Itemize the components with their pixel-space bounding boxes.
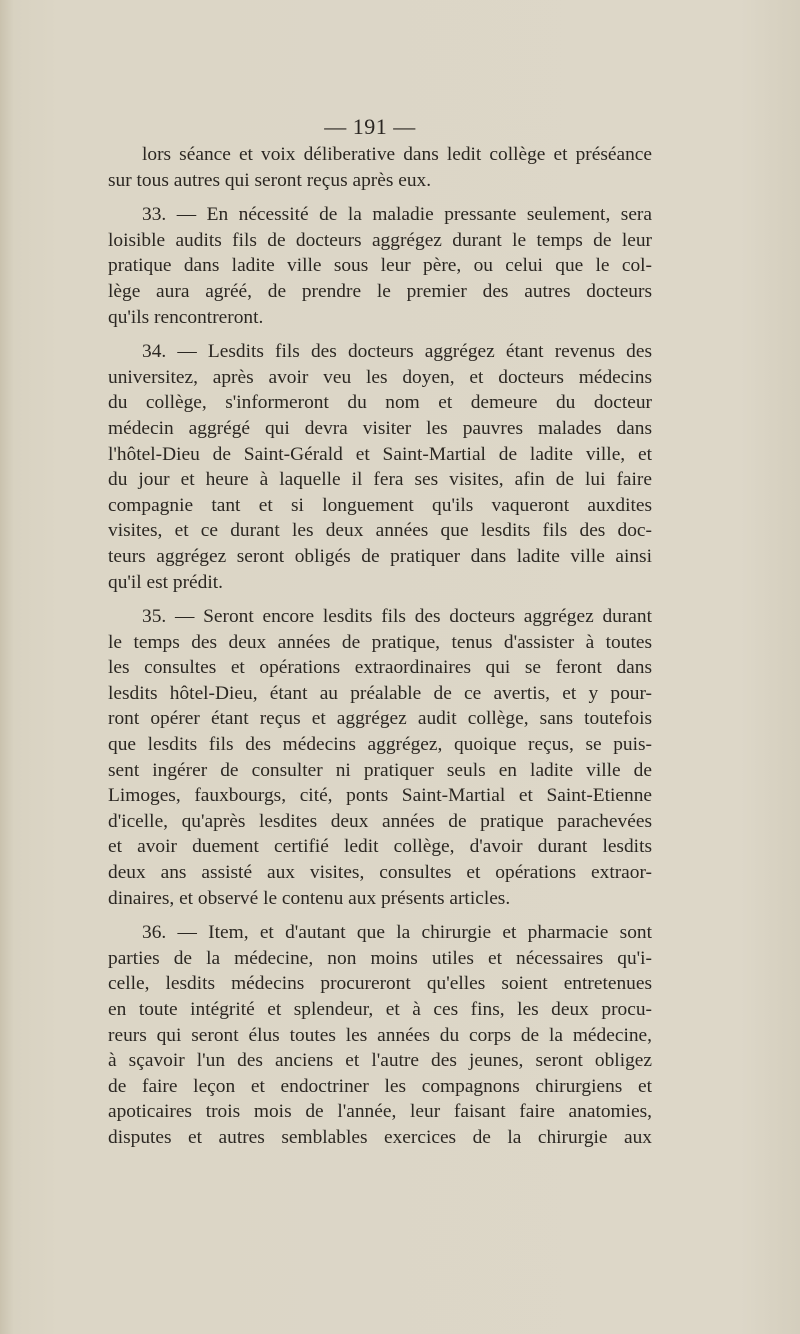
text-line: celle, lesdits médecins procureront qu'elles soient entretenues: [108, 973, 652, 995]
text-line: du collège, s'informeront du nom et demeure du docteur: [108, 392, 652, 414]
text-line: loisible audits fils de docteurs aggrégez durant le temps de leur: [108, 229, 652, 251]
text-line: médecin aggrégé qui devra visiter les pauvres malades dans: [108, 417, 652, 439]
text-line: Limoges, fauxbourgs, cité, ponts Saint-Martial et Saint-Etienne: [108, 785, 652, 807]
text-line: parties de la médecine, non moins utiles et nécessaires qu'i-: [108, 947, 652, 969]
text-line: deux ans assisté aux visites, consultes et opérations extraor-: [108, 862, 652, 884]
text-line: 36. — Item, et d'autant que la chirurgie et pharmacie sont: [142, 922, 652, 944]
text-line: 34. — Lesdits fils des docteurs aggrégez étant revenus des: [142, 341, 652, 363]
text-line: à sçavoir l'un des anciens et l'autre des jeunes, seront obligez: [108, 1050, 652, 1072]
paragraph: [108, 920, 652, 1150]
text-line: dinaires, et observé le contenu aux présents articles.: [108, 887, 511, 909]
page-number: — 191 —: [324, 114, 416, 139]
text-line: apoticaires trois mois de l'année, leur faisant faire anatomies,: [108, 1101, 652, 1123]
text-line: disputes et autres semblables exercices de la chirurgie aux: [108, 1126, 652, 1148]
paragraph: [108, 202, 652, 330]
text-line: les consultes et opérations extraordinaires qui se feront dans: [108, 657, 652, 679]
text-line: en toute intégrité et splendeur, et à ces fins, les deux procu-: [108, 999, 652, 1020]
text-line: lège aura agréé, de prendre le premier des autres docteurs: [108, 280, 652, 302]
text-line: teurs aggrégez seront obligés de pratiquer dans ladite ville ainsi: [108, 545, 652, 567]
text-line: ront opérer étant reçus et aggrégez audit collège, sans toutefois: [108, 708, 652, 730]
body-text: [108, 142, 652, 1160]
paragraph: [108, 604, 652, 911]
text-line: 35. — Seront encore lesdits fils des docteurs aggrégez durant: [142, 606, 652, 628]
text-line: pratique dans ladite ville sous leur père, ou celui que le col-: [108, 255, 652, 277]
text-line: qu'ils rencontreront.: [108, 306, 264, 328]
text-line: lesdits hôtel-Dieu, étant au préalable de ce avertis, et y pour-: [108, 682, 652, 704]
text-line: et avoir duement certifié ledit collège, d'avoir durant lesdits: [108, 836, 652, 858]
text-line: sur tous autres qui seront reçus après eux.: [108, 169, 432, 191]
text-line: qu'il est prédit.: [108, 571, 223, 593]
text-line: compagnie tant et si longuement qu'ils vaqueront auxdites: [108, 494, 652, 516]
text-line: de faire leçon et endoctriner les compagnons chirurgiens et: [108, 1075, 652, 1097]
text-line: lors séance et voix déliberative dans ledit collège et préséance: [142, 144, 652, 165]
paragraph: [108, 142, 652, 193]
text-line: le temps des deux années de pratique, tenus d'assister à toutes: [108, 631, 652, 653]
paragraph: [108, 339, 652, 595]
text-line: que lesdits fils des médecins aggrégez, quoique reçus, se puis-: [108, 734, 652, 756]
text-line: du jour et heure à laquelle il fera ses visites, afin de lui faire: [108, 469, 652, 491]
text-line: visites, et ce durant les deux années que lesdits fils des doc-: [108, 520, 652, 542]
text-line: d'icelle, qu'après lesdites deux années de pratique parachevées: [108, 810, 652, 832]
text-line: universitez, après avoir veu les doyen, et docteurs médecins: [108, 366, 652, 388]
text-line: l'hôtel-Dieu de Saint-Gérald et Saint-Martial de ladite ville, et: [108, 443, 652, 465]
text-line: reurs qui seront élus toutes les années du corps de la médecine,: [108, 1024, 652, 1046]
text-line: sent ingérer de consulter ni pratiquer seuls en ladite ville de: [108, 759, 652, 781]
text-line: 33. — En nécessité de la maladie pressante seulement, sera: [142, 204, 652, 226]
